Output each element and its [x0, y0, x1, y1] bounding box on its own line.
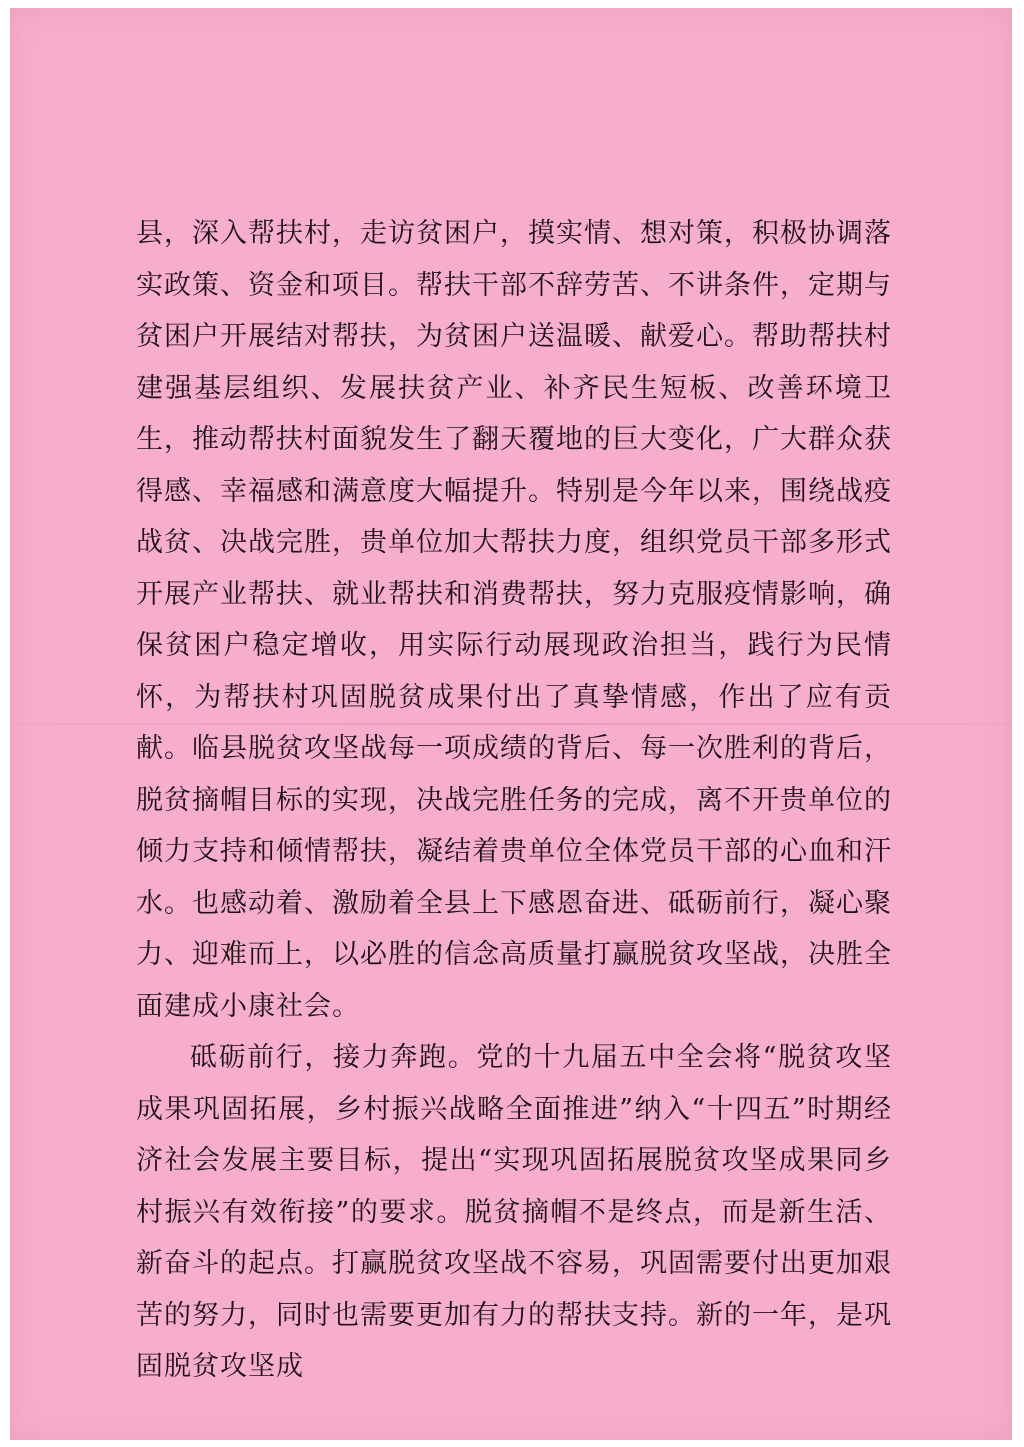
body-paragraph-2: 砥砺前行，接力奔跑。党的十九届五中全会将“脱贫攻坚成果巩固拓展，乡村振兴战略全面推进”纳入“十四五”时期经济社会发展主要目标，提出“实现巩固拓展脱贫攻坚成果同乡村振兴有效衔接”的要求。脱贫摘帽不是终点，而是新生活、新奋斗的起点。打赢脱贫攻坚战不容易，巩固需要付出更加艰苦的努力，同时也需要更加有力的帮扶支持。新的一年，是巩固脱贫攻坚成 [136, 1042, 892, 1382]
letter-body [136, 208, 892, 1393]
paper-sheet [10, 8, 1012, 1440]
body-paragraph-1: 县，深入帮扶村，走访贫困户，摸实情、想对策，积极协调落实政策、资金和项目。帮扶干部不辞劳苦、不讲条件，定期与贫困户开展结对帮扶，为贫困户送温暖、献爱心。帮助帮扶村建强基层组织、发展扶贫产业、补齐民生短板、改善环境卫生，推动帮扶村面貌发生了翻天覆地的巨大变化，广大群众获得感、幸福感和满意度大幅提升。特别是今年以来，围绕战疫战贫、决战完胜，贵单位加大帮扶力度，组织党员干部多形式开展产业帮扶、就业帮扶和消费帮扶，努力克服疫情影响，确保贫困户稳定增收，用实际行动展现政治担当，践行为民情怀，为帮扶村巩固脱贫成果付出了真挚情感，作出了应有贡献。临县脱贫攻坚战每一项成绩的背后、每一次胜利的背后，脱贫摘帽目标的实现，决战完胜任务的完成，离不开贵单位的倾力支持和倾情帮扶，凝结着贵单位全体党员干部的心血和汗水。也感动着、激励着全县上下感恩奋进、砥砺前行，凝心聚力、迎难而上，以必胜的信念高质量打赢脱贫攻坚战，决胜全面建成小康社会。 [136, 218, 892, 1022]
